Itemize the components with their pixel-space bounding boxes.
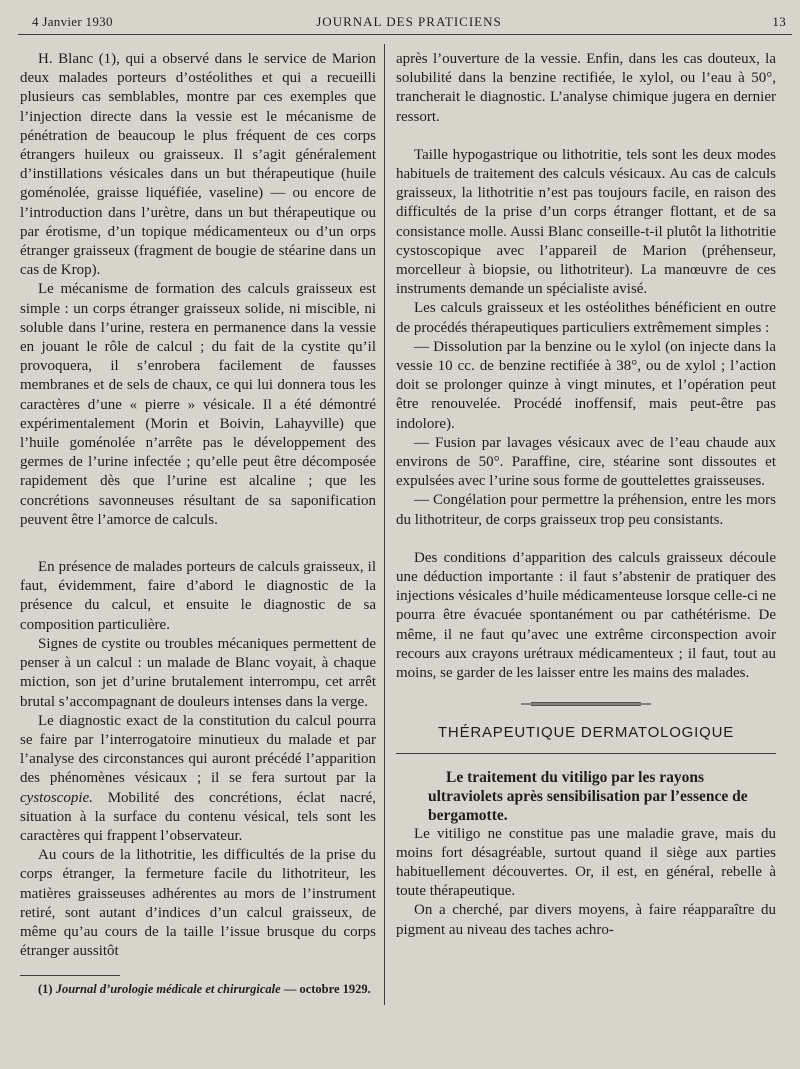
paragraph: Le vitiligo ne constitue pas une maladie grave, mais du moins fort désagréable, surtout quand il siège aux parties habituellement découvertes. Or, il est, en général, rebelle à toute thérapeutique.	[396, 825, 776, 900]
paragraph: — Congélation pour permettre la préhension, entre les mors du lithotriteur, de corps graisseux trop peu consistants.	[396, 492, 776, 528]
paragraph: Le mécanisme de formation des calculs graisseux est simple : un corps étranger graisseux solide, ni miscible, ni soluble dans l’urine, restera en permanence dans la vessie en jouant le rôle de calcul ; du fait de la cystite qu’il provoquera, il s’enrobera facilement de fausses membranes et de sels de chaux, ce qui lui donnera tous les caractères d’une « pierre » vésicale. Il a été démontré expérimentalement (Morin et Boivin, Lahayville) que l’huile goménolée n’arrête pas le développement des germes de l’urine infectée ; qu’elle peut être décomposée rapidement dès que l’urine est alcaline ; que les concrétions savonneuses résultant de sa saponification peuvent être l’amorce de calculs.	[20, 281, 376, 528]
paragraph: après l’ouverture de la vessie. Enfin, dans les cas douteux, la solubilité dans la benzine rectifiée, le xylol, ou l’eau à 50°, trancherait le diagnostic. L’analyse chimique jugera en dernier ressort.	[396, 51, 776, 125]
paragraph: Les calculs graisseux et les ostéolithes bénéficient en outre de procédés thérapeutiques particuliers extrêmement simples :	[396, 300, 776, 336]
section-title: THÉRAPEUTIQUE DERMATOLOGIQUE	[437, 724, 735, 742]
section-rule	[396, 753, 776, 754]
paragraph: En présence de malades porteurs de calculs graisseux, il faut, évidemment, faire d’abord le diagnostic de la présence du calcul, et ensuite le diagnostic de sa composition particulière.	[20, 559, 376, 633]
paragraph: On a cherché, par divers moyens, à faire réapparaître du pigment au niveau des taches achro-	[396, 902, 776, 938]
footnote-rule	[20, 975, 120, 976]
ornament-divider	[521, 701, 651, 707]
header-rule	[18, 34, 792, 35]
footnote	[20, 982, 376, 997]
header-page-number: 13	[772, 14, 786, 29]
paragraph: Au cours de la lithotritie, les difficultés de la prise du corps étranger, la fermeture facile du lithotriteur, les matières graisseuses adhérentes au mors de l’instrument retiré, sont autant d’indices d’un calcul graisseux, de même qu’au cours de la taille l’issue brusque du corps étranger aussitôt	[20, 847, 376, 960]
header-journal-title: JOURNAL DES PRATICIENS	[316, 14, 502, 29]
paragraph: — Fusion par lavages vésicaux avec de l’eau chaude aux environs de 50°. Paraffine, cire, stéarine sont dissoutes et expulsées avec l’urine sous forme de gouttelettes graisseuses.	[396, 434, 776, 490]
footnote-journal: Journal d’urologie médicale et chirurgicale	[55, 982, 281, 997]
column-divider	[384, 44, 385, 1005]
article-title: Le traitement du vitiligo par les rayons ultraviolets après sensibilisation par l’essence de bergamotte.	[428, 768, 748, 824]
page-header	[32, 14, 786, 34]
header-date: 4 Janvier 1930	[32, 14, 113, 29]
paragraph	[20, 712, 376, 846]
right-column	[396, 50, 776, 940]
paragraph: Des conditions d’apparition des calculs graisseux découle une déduction importante : il faut s’abstenir de pratiquer des injections vésicales d’huile médicamenteuse lorsque celle-ci ne pourra être évacuée spontanément ou par cathétérisme. De même, il ne faut qu’avec une extrême circonspection avoir recours aux crayons urétraux médicamenteux ; il faut, tout au moins, se garder de les laisser entre les mains des malades.	[396, 549, 776, 682]
emphasis-cystoscopie: cystoscopie.	[20, 789, 93, 806]
paragraph-text: Mobilité des concrétions, éclat nacré, situation à la surface du contenu vésical, tels sont les caractères qui frappent l’observateur.	[20, 789, 377, 844]
paragraph-text: Le diagnostic exact de la constitution du calcul pourra se faire par l’interrogatoire minutieux du malade et par l’analyse des circonstances qui auront précédé l’apparition des phénomènes vésicaux ; il se fera surtout par la	[20, 712, 376, 787]
footnote-date: — octobre 1929.	[283, 982, 371, 997]
left-column	[20, 50, 376, 997]
paragraph: Signes de cystite ou troubles mécaniques permettent de penser à un calcul : un malade de Blanc voyait, à chaque miction, son jet d’urine brutalement interrompu, cet arrêt brutal s’accompagnant de douleurs intenses dans la verge.	[20, 635, 376, 710]
paragraph: H. Blanc (1), qui a observé dans le service de Marion deux malades porteurs d’ostéolithes et qui a recueilli plusieurs cas semblables, montre par ces exemples que l’injection directe dans la vessie est le mécanisme de pénétration de beaucoup le plus fréquent de ces corps étrangers huileux ou graisseux. Il s’agit généralement d’instillations vésicales dans un but thérapeutique (huile goménolée, graisse liquéfiée, vaseline) — ou encore de l’introduction dans l’urètre, dans un but thérapeutique ou par érotisme, d’un topique médicamenteux ou d’un orps étranger graisseux (fragment de bougie de stéarine dans un cas de Krop).	[20, 51, 376, 279]
paragraph: — Dissolution par la benzine ou le xylol (on injecte dans la vessie 10 cc. de benzine rectifiée à 38°, ou de xylol ; l’action doit se prolonger quinze à vingt minutes, et l’opération peut être renouvelée. Procédé inoffensif, mais peut-être pas indolore).	[396, 338, 776, 432]
footnote-mark: (1)	[38, 982, 53, 997]
paragraph: Taille hypogastrique ou lithotritie, tels sont les deux modes habituels de traitement des calculs vésicaux. Au cas de calculs graisseux, la lithotritie n’est pas toujours facile, en raison des difficultés de la prise d’un corps étranger flottant, et de sa consistance molle. Aussi Blanc conseille-t-il plutôt la lithotritie cystoscopique avec l’appareil de Marion (préhenseur, morcelleur à biopsie, ou lithotriteur). La manœuvre de ces instruments demande un spécialiste avisé.	[396, 146, 776, 298]
